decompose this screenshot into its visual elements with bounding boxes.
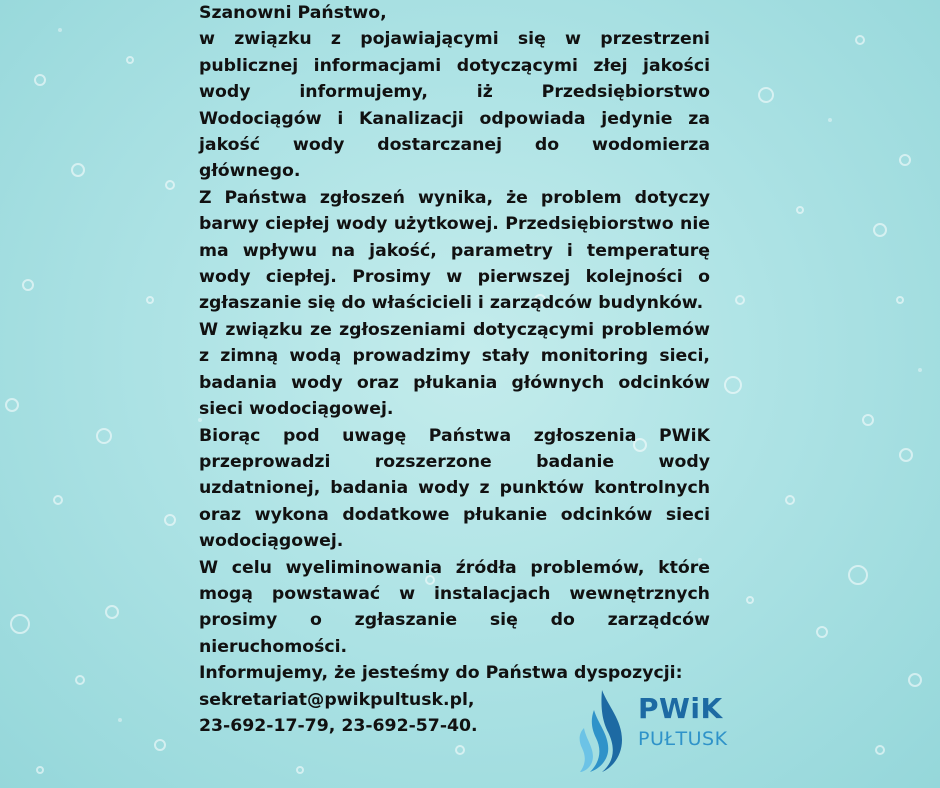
notice-text (199, 0, 710, 739)
contact-email[interactable]: sekretariat@pwikpultusk.pl, (199, 689, 475, 710)
logo-name: PWiK (638, 692, 723, 725)
paragraph-testing: Biorąc pod uwagę Państwa zgłoszenia PWiK przeprowadzi rozszerzone badanie wody uzdatnionej, badania wody z punktów kontrolnych oraz wykona dodatkowe płukanie odcinków sieci wodociągowej. (199, 425, 710, 552)
paragraph-installations: W celu wyeliminowania źródła problemów, które mogą powstawać w instalacjach wewnętrznych prosimy o zgłaszanie się do zarządców nieruchomości. (199, 557, 710, 657)
contact-phones: 23-692-17-79, 23-692-57-40. (199, 715, 478, 736)
paragraph-hot-water: Z Państwa zgłoszeń wynika, że problem dotyczy barwy ciepłej wody użytkowej. Przedsiębiorstwo nie ma wpływu na jakość, parametry i temperaturę wody ciepłej. Prosimy w pierwszej kolejności o zgłaszanie się do właścicieli i zarządców budynków. (199, 187, 710, 314)
logo-city: PUŁTUSK (638, 728, 728, 750)
pwik-logo (572, 688, 742, 774)
closing-line: Informujemy, że jesteśmy do Państwa dyspozycji: (199, 663, 683, 684)
water-drop-icon (572, 688, 632, 774)
greeting: Szanowni Państwo, (199, 3, 387, 23)
paragraph-water-quality: w związku z pojawiającymi się w przestrzeni publicznej informacjami dotyczącymi złej jakości wody informujemy, iż Przedsiębiorstwo Wodociągów i Kanalizacji odpowiada jedynie za jakość wody dostarczanej do wodomierza głównego. (199, 29, 710, 182)
paragraph-cold-water: W związku ze zgłoszeniami dotyczącymi problemów z zimną wodą prowadzimy stały monitoring sieci, badania wody oraz płukania głównych odcinków sieci wodociągowej. (199, 319, 710, 420)
